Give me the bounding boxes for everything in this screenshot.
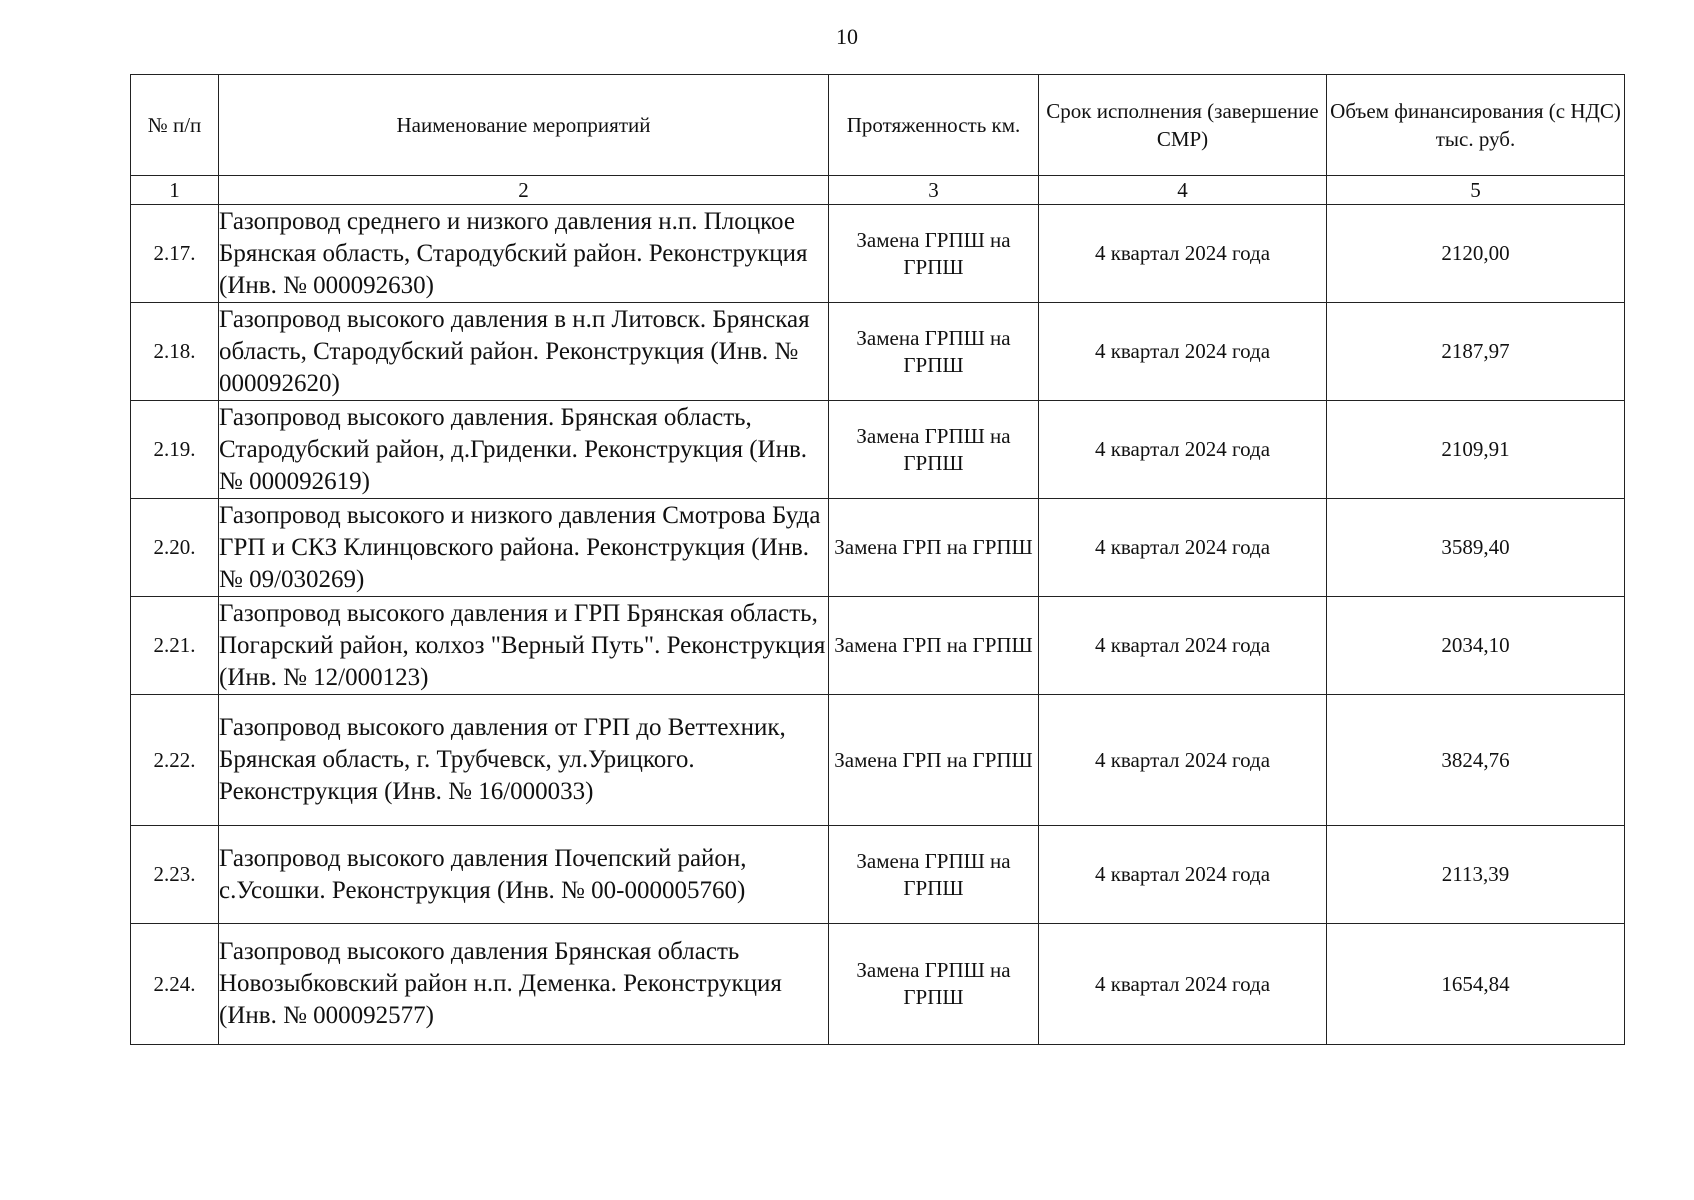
row-number: 2.21. (131, 597, 219, 695)
table-row (131, 499, 1625, 597)
row-number: 2.22. (131, 695, 219, 826)
row-length: Замена ГРП на ГРПШ (829, 499, 1039, 597)
row-term: 4 квартал 2024 года (1039, 924, 1327, 1045)
row-term: 4 квартал 2024 года (1039, 205, 1327, 303)
header-name: Наименование мероприятий (219, 75, 829, 176)
row-number: 2.23. (131, 826, 219, 924)
table-row (131, 205, 1625, 303)
row-financing: 1654,84 (1327, 924, 1625, 1045)
row-financing: 2113,39 (1327, 826, 1625, 924)
row-number: 2.17. (131, 205, 219, 303)
row-length: Замена ГРПШ на ГРПШ (829, 401, 1039, 499)
row-name: Газопровод среднего и низкого давления н.п. Плоцкое Брянская область, Стародубский район. Реконструкция (Инв. № 000092630) (219, 205, 829, 303)
row-financing: 2187,97 (1327, 303, 1625, 401)
row-number: 2.19. (131, 401, 219, 499)
row-financing: 2120,00 (1327, 205, 1625, 303)
row-term: 4 квартал 2024 года (1039, 826, 1327, 924)
row-number: 2.24. (131, 924, 219, 1045)
row-term: 4 квартал 2024 года (1039, 597, 1327, 695)
table-row (131, 826, 1625, 924)
row-term: 4 квартал 2024 года (1039, 695, 1327, 826)
row-length: Замена ГРП на ГРПШ (829, 695, 1039, 826)
header-financing: Объем финансирования (с НДС) тыс. руб. (1327, 75, 1625, 176)
column-number-5: 5 (1327, 176, 1625, 205)
header-length: Протяженность км. (829, 75, 1039, 176)
table-row (131, 597, 1625, 695)
column-number-1: 1 (131, 176, 219, 205)
row-name: Газопровод высокого давления в н.п Литовск. Брянская область, Стародубский район. Реконструкция (Инв. № 000092620) (219, 303, 829, 401)
row-name: Газопровод высокого давления Брянская область Новозыбковский район н.п. Деменка. Реконструкция (Инв. № 000092577) (219, 924, 829, 1045)
page-number: 10 (836, 24, 858, 49)
row-name: Газопровод высокого давления и ГРП Брянская область, Погарский район, колхоз "Верный Путь". Реконструкция (Инв. № 12/000123) (219, 597, 829, 695)
header-row (131, 75, 1625, 176)
column-number-4: 4 (1039, 176, 1327, 205)
column-number-2: 2 (219, 176, 829, 205)
row-number: 2.20. (131, 499, 219, 597)
row-financing: 3589,40 (1327, 499, 1625, 597)
row-length: Замена ГРПШ на ГРПШ (829, 303, 1039, 401)
measures-table (130, 74, 1625, 1045)
row-number: 2.18. (131, 303, 219, 401)
row-financing: 2109,91 (1327, 401, 1625, 499)
table-row (131, 695, 1625, 826)
column-number-row (131, 176, 1625, 205)
table-row (131, 401, 1625, 499)
row-financing: 2034,10 (1327, 597, 1625, 695)
table-row (131, 924, 1625, 1045)
column-number-3: 3 (829, 176, 1039, 205)
row-financing: 3824,76 (1327, 695, 1625, 826)
row-length: Замена ГРП на ГРПШ (829, 597, 1039, 695)
row-length: Замена ГРПШ на ГРПШ (829, 826, 1039, 924)
row-term: 4 квартал 2024 года (1039, 499, 1327, 597)
table-row (131, 303, 1625, 401)
row-term: 4 квартал 2024 года (1039, 401, 1327, 499)
row-length: Замена ГРПШ на ГРПШ (829, 205, 1039, 303)
row-length: Замена ГРПШ на ГРПШ (829, 924, 1039, 1045)
row-name: Газопровод высокого давления от ГРП до Веттехник, Брянская область, г. Трубчевск, ул.Урицкого. Реконструкция (Инв. № 16/000033) (219, 695, 829, 826)
row-name: Газопровод высокого давления Почепский район, с.Усошки. Реконструкция (Инв. № 00-000005760) (219, 826, 829, 924)
row-name: Газопровод высокого давления. Брянская область, Стародубский район, д.Гриденки. Реконструкция (Инв. № 000092619) (219, 401, 829, 499)
header-number: № п/п (131, 75, 219, 176)
header-term: Срок исполнения (завершение СМР) (1039, 75, 1327, 176)
row-term: 4 квартал 2024 года (1039, 303, 1327, 401)
row-name: Газопровод высокого и низкого давления Смотрова Буда ГРП и СКЗ Клинцовского района. Реконструкция (Инв. № 09/030269) (219, 499, 829, 597)
